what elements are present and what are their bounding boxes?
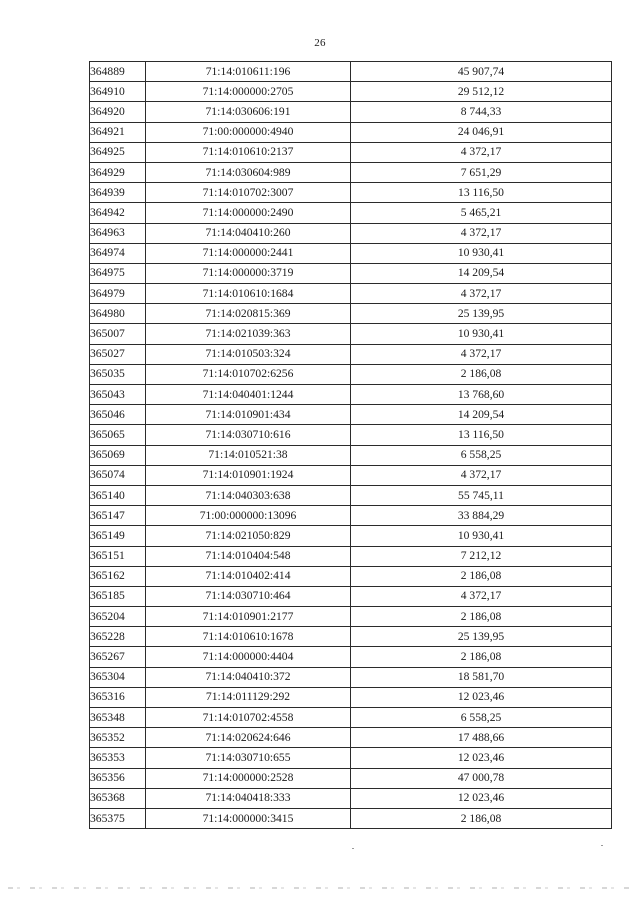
table-row [90, 808, 612, 828]
amount-cell: 8 744,33 [351, 102, 612, 122]
amount-cell: 33 884,29 [351, 506, 612, 526]
amount-cell: 2 186,08 [351, 808, 612, 828]
cadastral-number-cell: 71:14:021050:829 [146, 526, 351, 546]
cadastral-number-cell: 71:14:000000:3415 [146, 808, 351, 828]
record-id-cell: 365185 [90, 586, 146, 606]
amount-cell: 2 186,08 [351, 607, 612, 627]
amount-cell: 4 372,17 [351, 223, 612, 243]
amount-cell: 5 465,21 [351, 203, 612, 223]
table-row [90, 607, 612, 627]
cadastral-number-cell: 71:14:020815:369 [146, 304, 351, 324]
amount-cell: 25 139,95 [351, 627, 612, 647]
record-id-cell: 365151 [90, 546, 146, 566]
amount-cell: 17 488,66 [351, 728, 612, 748]
cadastral-number-cell: 71:14:021039:363 [146, 324, 351, 344]
record-id-cell: 364980 [90, 304, 146, 324]
table-row [90, 768, 612, 788]
table-body [90, 62, 612, 829]
record-id-cell: 365065 [90, 425, 146, 445]
record-id-cell: 364963 [90, 223, 146, 243]
amount-cell: 4 372,17 [351, 344, 612, 364]
cadastral-number-cell: 71:14:030604:989 [146, 162, 351, 182]
table-row [90, 748, 612, 768]
record-id-cell: 365162 [90, 566, 146, 586]
table-row [90, 506, 612, 526]
amount-cell: 12 023,46 [351, 788, 612, 808]
cadastral-number-cell: 71:14:030710:464 [146, 586, 351, 606]
table-row [90, 485, 612, 505]
record-id-cell: 365375 [90, 808, 146, 828]
record-id-cell: 365228 [90, 627, 146, 647]
cadastral-number-cell: 71:14:000000:2705 [146, 82, 351, 102]
record-id-cell: 364920 [90, 102, 146, 122]
table-row [90, 344, 612, 364]
amount-cell: 13 116,50 [351, 425, 612, 445]
cadastral-number-cell: 71:14:010610:1678 [146, 627, 351, 647]
cadastral-number-cell: 71:14:010702:6256 [146, 364, 351, 384]
amount-cell: 7 651,29 [351, 162, 612, 182]
cadastral-number-cell: 71:14:010404:548 [146, 546, 351, 566]
table-row [90, 405, 612, 425]
table-row [90, 243, 612, 263]
cadastral-number-cell: 71:14:010610:2137 [146, 142, 351, 162]
record-id-cell: 364921 [90, 122, 146, 142]
record-id-cell: 365046 [90, 405, 146, 425]
record-id-cell: 365043 [90, 385, 146, 405]
cadastral-number-cell: 71:14:000000:4404 [146, 647, 351, 667]
record-id-cell: 365007 [90, 324, 146, 344]
amount-cell: 7 212,12 [351, 546, 612, 566]
amount-cell: 18 581,70 [351, 667, 612, 687]
table-row [90, 687, 612, 707]
cadastral-number-cell: 71:14:010611:196 [146, 62, 351, 82]
table-row [90, 385, 612, 405]
cadastral-number-cell: 71:14:000000:2490 [146, 203, 351, 223]
table-row [90, 263, 612, 283]
amount-cell: 12 023,46 [351, 748, 612, 768]
amount-cell: 2 186,08 [351, 566, 612, 586]
table-row [90, 425, 612, 445]
table-row [90, 465, 612, 485]
cadastral-number-cell: 71:14:040303:638 [146, 485, 351, 505]
scan-speck [352, 848, 354, 849]
record-id-cell: 365149 [90, 526, 146, 546]
amount-cell: 2 186,08 [351, 647, 612, 667]
table-row [90, 324, 612, 344]
cadastral-number-cell: 71:14:030710:655 [146, 748, 351, 768]
table-row [90, 667, 612, 687]
record-id-cell: 365069 [90, 445, 146, 465]
cadastral-value-table [89, 61, 612, 829]
amount-cell: 10 930,41 [351, 243, 612, 263]
table-row [90, 142, 612, 162]
record-id-cell: 364929 [90, 162, 146, 182]
table-row [90, 364, 612, 384]
table-row [90, 62, 612, 82]
cadastral-number-cell: 71:14:010402:414 [146, 566, 351, 586]
table-row [90, 728, 612, 748]
record-id-cell: 365267 [90, 647, 146, 667]
cadastral-number-cell: 71:14:040401:1244 [146, 385, 351, 405]
amount-cell: 4 372,17 [351, 284, 612, 304]
cadastral-number-cell: 71:14:010901:1924 [146, 465, 351, 485]
amount-cell: 4 372,17 [351, 465, 612, 485]
cadastral-number-cell: 71:14:020624:646 [146, 728, 351, 748]
cadastral-number-cell: 71:14:000000:3719 [146, 263, 351, 283]
table-row [90, 122, 612, 142]
scan-artifact-line [8, 887, 632, 889]
record-id-cell: 365348 [90, 708, 146, 728]
table-row [90, 647, 612, 667]
amount-cell: 13 768,60 [351, 385, 612, 405]
amount-cell: 2 186,08 [351, 364, 612, 384]
amount-cell: 4 372,17 [351, 586, 612, 606]
table-row [90, 223, 612, 243]
cadastral-number-cell: 71:14:030606:191 [146, 102, 351, 122]
record-id-cell: 364939 [90, 183, 146, 203]
cadastral-number-cell: 71:00:000000:13096 [146, 506, 351, 526]
table-row [90, 445, 612, 465]
table-row [90, 183, 612, 203]
cadastral-number-cell: 71:14:010901:434 [146, 405, 351, 425]
table-row [90, 304, 612, 324]
record-id-cell: 365147 [90, 506, 146, 526]
amount-cell: 4 372,17 [351, 142, 612, 162]
table-row [90, 788, 612, 808]
amount-cell: 55 745,11 [351, 485, 612, 505]
table-row [90, 526, 612, 546]
table-row [90, 284, 612, 304]
cadastral-number-cell: 71:14:000000:2441 [146, 243, 351, 263]
record-id-cell: 364974 [90, 243, 146, 263]
cadastral-number-cell: 71:14:010702:3007 [146, 183, 351, 203]
record-id-cell: 364979 [90, 284, 146, 304]
record-id-cell: 364975 [90, 263, 146, 283]
amount-cell: 25 139,95 [351, 304, 612, 324]
table-row [90, 203, 612, 223]
cadastral-number-cell: 71:14:011129:292 [146, 687, 351, 707]
record-id-cell: 365352 [90, 728, 146, 748]
table-row [90, 102, 612, 122]
record-id-cell: 365304 [90, 667, 146, 687]
amount-cell: 10 930,41 [351, 324, 612, 344]
amount-cell: 14 209,54 [351, 405, 612, 425]
cadastral-number-cell: 71:14:010702:4558 [146, 708, 351, 728]
record-id-cell: 365316 [90, 687, 146, 707]
record-id-cell: 365353 [90, 748, 146, 768]
table-row [90, 627, 612, 647]
amount-cell: 47 000,78 [351, 768, 612, 788]
amount-cell: 13 116,50 [351, 183, 612, 203]
cadastral-number-cell: 71:14:010521:38 [146, 445, 351, 465]
record-id-cell: 364925 [90, 142, 146, 162]
table-row [90, 162, 612, 182]
record-id-cell: 365035 [90, 364, 146, 384]
cadastral-number-cell: 71:14:030710:616 [146, 425, 351, 445]
record-id-cell: 365074 [90, 465, 146, 485]
amount-cell: 10 930,41 [351, 526, 612, 546]
cadastral-number-cell: 71:14:000000:2528 [146, 768, 351, 788]
cadastral-number-cell: 71:14:010610:1684 [146, 284, 351, 304]
table-row [90, 708, 612, 728]
cadastral-number-cell: 71:14:040410:260 [146, 223, 351, 243]
table-row [90, 82, 612, 102]
amount-cell: 14 209,54 [351, 263, 612, 283]
record-id-cell: 365368 [90, 788, 146, 808]
cadastral-number-cell: 71:14:010503:324 [146, 344, 351, 364]
table-row [90, 586, 612, 606]
cadastral-number-cell: 71:14:040418:333 [146, 788, 351, 808]
amount-cell: 12 023,46 [351, 687, 612, 707]
record-id-cell: 364910 [90, 82, 146, 102]
amount-cell: 6 558,25 [351, 708, 612, 728]
cadastral-number-cell: 71:14:040410:372 [146, 667, 351, 687]
amount-cell: 6 558,25 [351, 445, 612, 465]
record-id-cell: 364889 [90, 62, 146, 82]
scan-speck [601, 845, 603, 846]
record-id-cell: 364942 [90, 203, 146, 223]
amount-cell: 24 046,91 [351, 122, 612, 142]
page-number: 26 [314, 37, 326, 49]
table-row [90, 566, 612, 586]
amount-cell: 29 512,12 [351, 82, 612, 102]
amount-cell: 45 907,74 [351, 62, 612, 82]
cadastral-number-cell: 71:14:010901:2177 [146, 607, 351, 627]
record-id-cell: 365204 [90, 607, 146, 627]
table-row [90, 546, 612, 566]
record-id-cell: 365356 [90, 768, 146, 788]
record-id-cell: 365140 [90, 485, 146, 505]
cadastral-number-cell: 71:00:000000:4940 [146, 122, 351, 142]
record-id-cell: 365027 [90, 344, 146, 364]
